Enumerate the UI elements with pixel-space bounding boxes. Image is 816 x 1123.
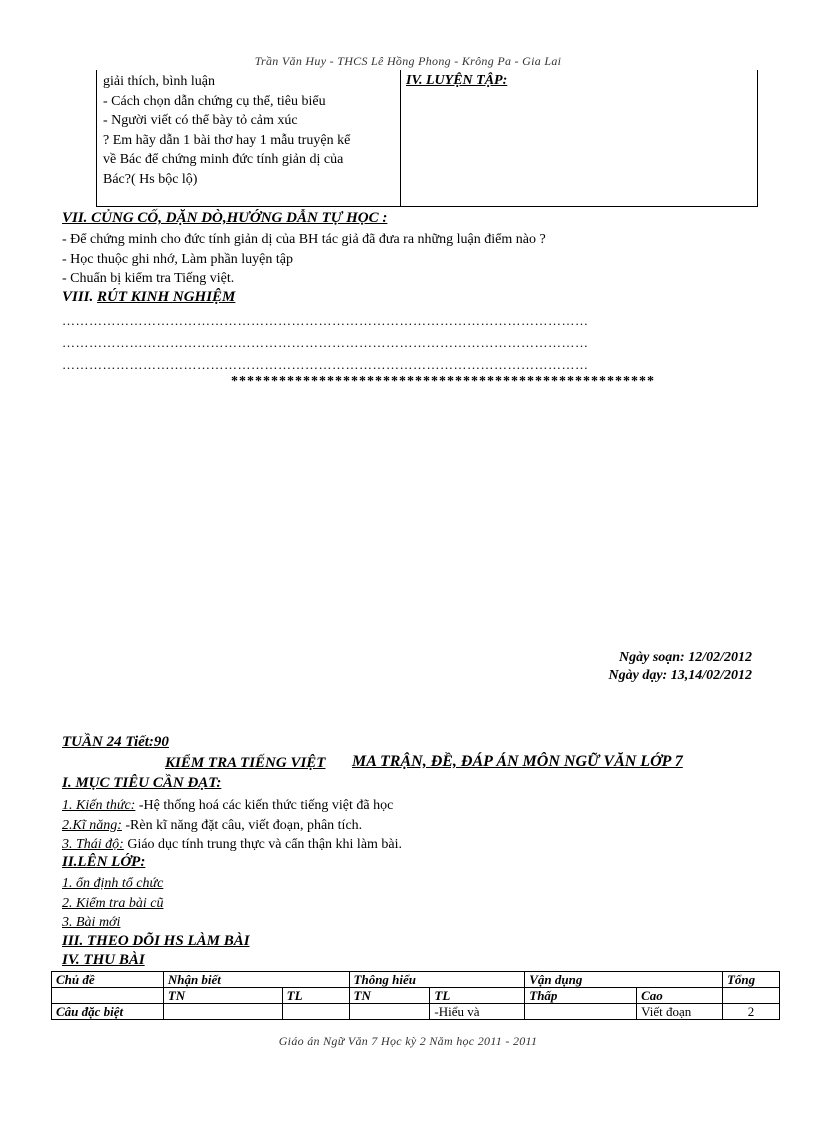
activity-line: về Bác để chứng minh đức tính giản dị của: [103, 152, 344, 167]
table-cell: 2: [722, 1004, 779, 1020]
section-7-heading: VII. CỦNG CỐ, DẶN DÒ,HƯỚNG DẪN TỰ HỌC :: [62, 210, 388, 226]
goal-skills: [62, 816, 402, 836]
table-cell-recognize: Nhận biết: [163, 972, 349, 988]
table-cell: [282, 1004, 349, 1020]
table-cell: [163, 1004, 282, 1020]
table-row: [52, 1004, 780, 1020]
goal-label: 3. Thái độ:: [62, 837, 124, 852]
table-cell: TL: [430, 988, 525, 1004]
date-taught: Ngày dạy: 13,14/02/2012: [608, 668, 752, 683]
section-8-title: [62, 289, 235, 306]
activity-line: Bác?( Hs bộc lộ): [103, 171, 198, 187]
table-row: [52, 972, 780, 988]
class-step: 2. Kiểm tra bài cũ: [62, 895, 164, 911]
goal-text: -Hệ thống hoá các kiến thức tiếng việt đã học: [135, 798, 394, 813]
date-prepared: Ngày soạn: 12/02/2012: [619, 650, 752, 665]
table-cell: [349, 1004, 430, 1020]
goal-knowledge: [62, 796, 402, 816]
activity-line: giải thích, bình luận: [103, 74, 215, 89]
table-cell-apply: Vận dụng: [525, 972, 723, 988]
section-8-number: VIII.: [62, 289, 94, 305]
separator-stars: *****************************************************: [231, 374, 655, 389]
table-cell-total: Tổng: [722, 972, 779, 988]
table-cell: [52, 988, 164, 1004]
section-7-item: - Chuẩn bị kiểm tra Tiếng việt.: [62, 271, 235, 286]
notes-lines: [62, 310, 752, 376]
goal-text: -Rèn kĩ năng đặt câu, viết đoạn, phân tích.: [121, 817, 363, 833]
table-cell: TN: [163, 988, 282, 1004]
goals-list: [62, 796, 402, 855]
class-steps: [62, 874, 164, 933]
section-8-heading: RÚT KINH NGHIỆM: [97, 289, 236, 305]
activity-left-cell: [103, 72, 350, 189]
matrix-title: MA TRẬN, ĐỀ, ĐÁP ÁN MÔN NGỮ VĂN LỚP 7: [352, 753, 683, 770]
table-cell-understand: Thông hiểu: [349, 972, 525, 988]
section-7-list: [62, 230, 546, 289]
dotted-line: ………………………………………………………………………………………………………: [62, 335, 589, 350]
class-step: 1. ổn định tổ chức: [62, 876, 164, 891]
column-divider: [400, 70, 401, 206]
class-heading: II.LÊN LỚP:: [62, 854, 146, 870]
matrix-table: [51, 971, 780, 1020]
table-cell: Câu đặc biệt: [52, 1004, 164, 1020]
goal-attitude: [62, 835, 402, 855]
table-cell: [722, 988, 779, 1004]
follow-heading: III. THEO DÕI HS LÀM BÀI: [62, 933, 250, 949]
table-cell: Cao: [637, 988, 723, 1004]
section-7-item: - Học thuộc ghi nhớ, Làm phần luyện tập: [62, 251, 293, 267]
page-footer: Giáo án Ngữ Văn 7 Học kỳ 2 Năm học 2011 - 2011: [278, 1034, 538, 1048]
table-row: [52, 988, 780, 1004]
activity-line: ? Em hãy dẫn 1 bài thơ hay 1 mẫu truyện kể: [103, 132, 351, 148]
dotted-line: ………………………………………………………………………………………………………: [62, 357, 589, 372]
goal-label: 2.Kĩ năng:: [62, 817, 122, 833]
table-cell: Viết đoạn: [637, 1004, 723, 1020]
dotted-line: ………………………………………………………………………………………………………: [62, 313, 589, 328]
week-period: TUẦN 24 Tiết:90: [62, 734, 169, 750]
table-cell: -Hiểu và: [430, 1004, 525, 1020]
goals-heading: I. MỤC TIÊU CẦN ĐẠT:: [62, 775, 222, 791]
activity-line: - Người viết có thể bày tỏ cảm xúc: [103, 113, 298, 128]
page-header: Trần Văn Huy - THCS Lê Hồng Phong - Krông Pa - Gia Lai: [254, 54, 562, 68]
goal-label: 1. Kiến thức:: [62, 798, 136, 813]
test-title: KIỂM TRA TIẾNG VIỆT: [165, 755, 326, 771]
goal-text: Giáo dục tính trung thực và cẩn thận khi làm bài.: [123, 837, 403, 852]
collect-heading: IV. THU BÀI: [62, 952, 145, 968]
practice-heading: IV. LUYỆN TẬP:: [406, 73, 508, 88]
table-cell-topic: Chủ đề: [52, 972, 164, 988]
section-7-item: - Để chứng minh cho đức tính giản dị của BH tác giả đã đưa ra những luận điểm nào ?: [62, 232, 546, 247]
class-step: 3. Bài mới: [62, 915, 121, 930]
table-cell: [525, 1004, 637, 1020]
activity-line: - Cách chọn dẫn chứng cụ thể, tiêu biểu: [103, 93, 326, 109]
table-cell: Thấp: [525, 988, 637, 1004]
table-cell: TL: [282, 988, 349, 1004]
table-cell: TN: [349, 988, 430, 1004]
